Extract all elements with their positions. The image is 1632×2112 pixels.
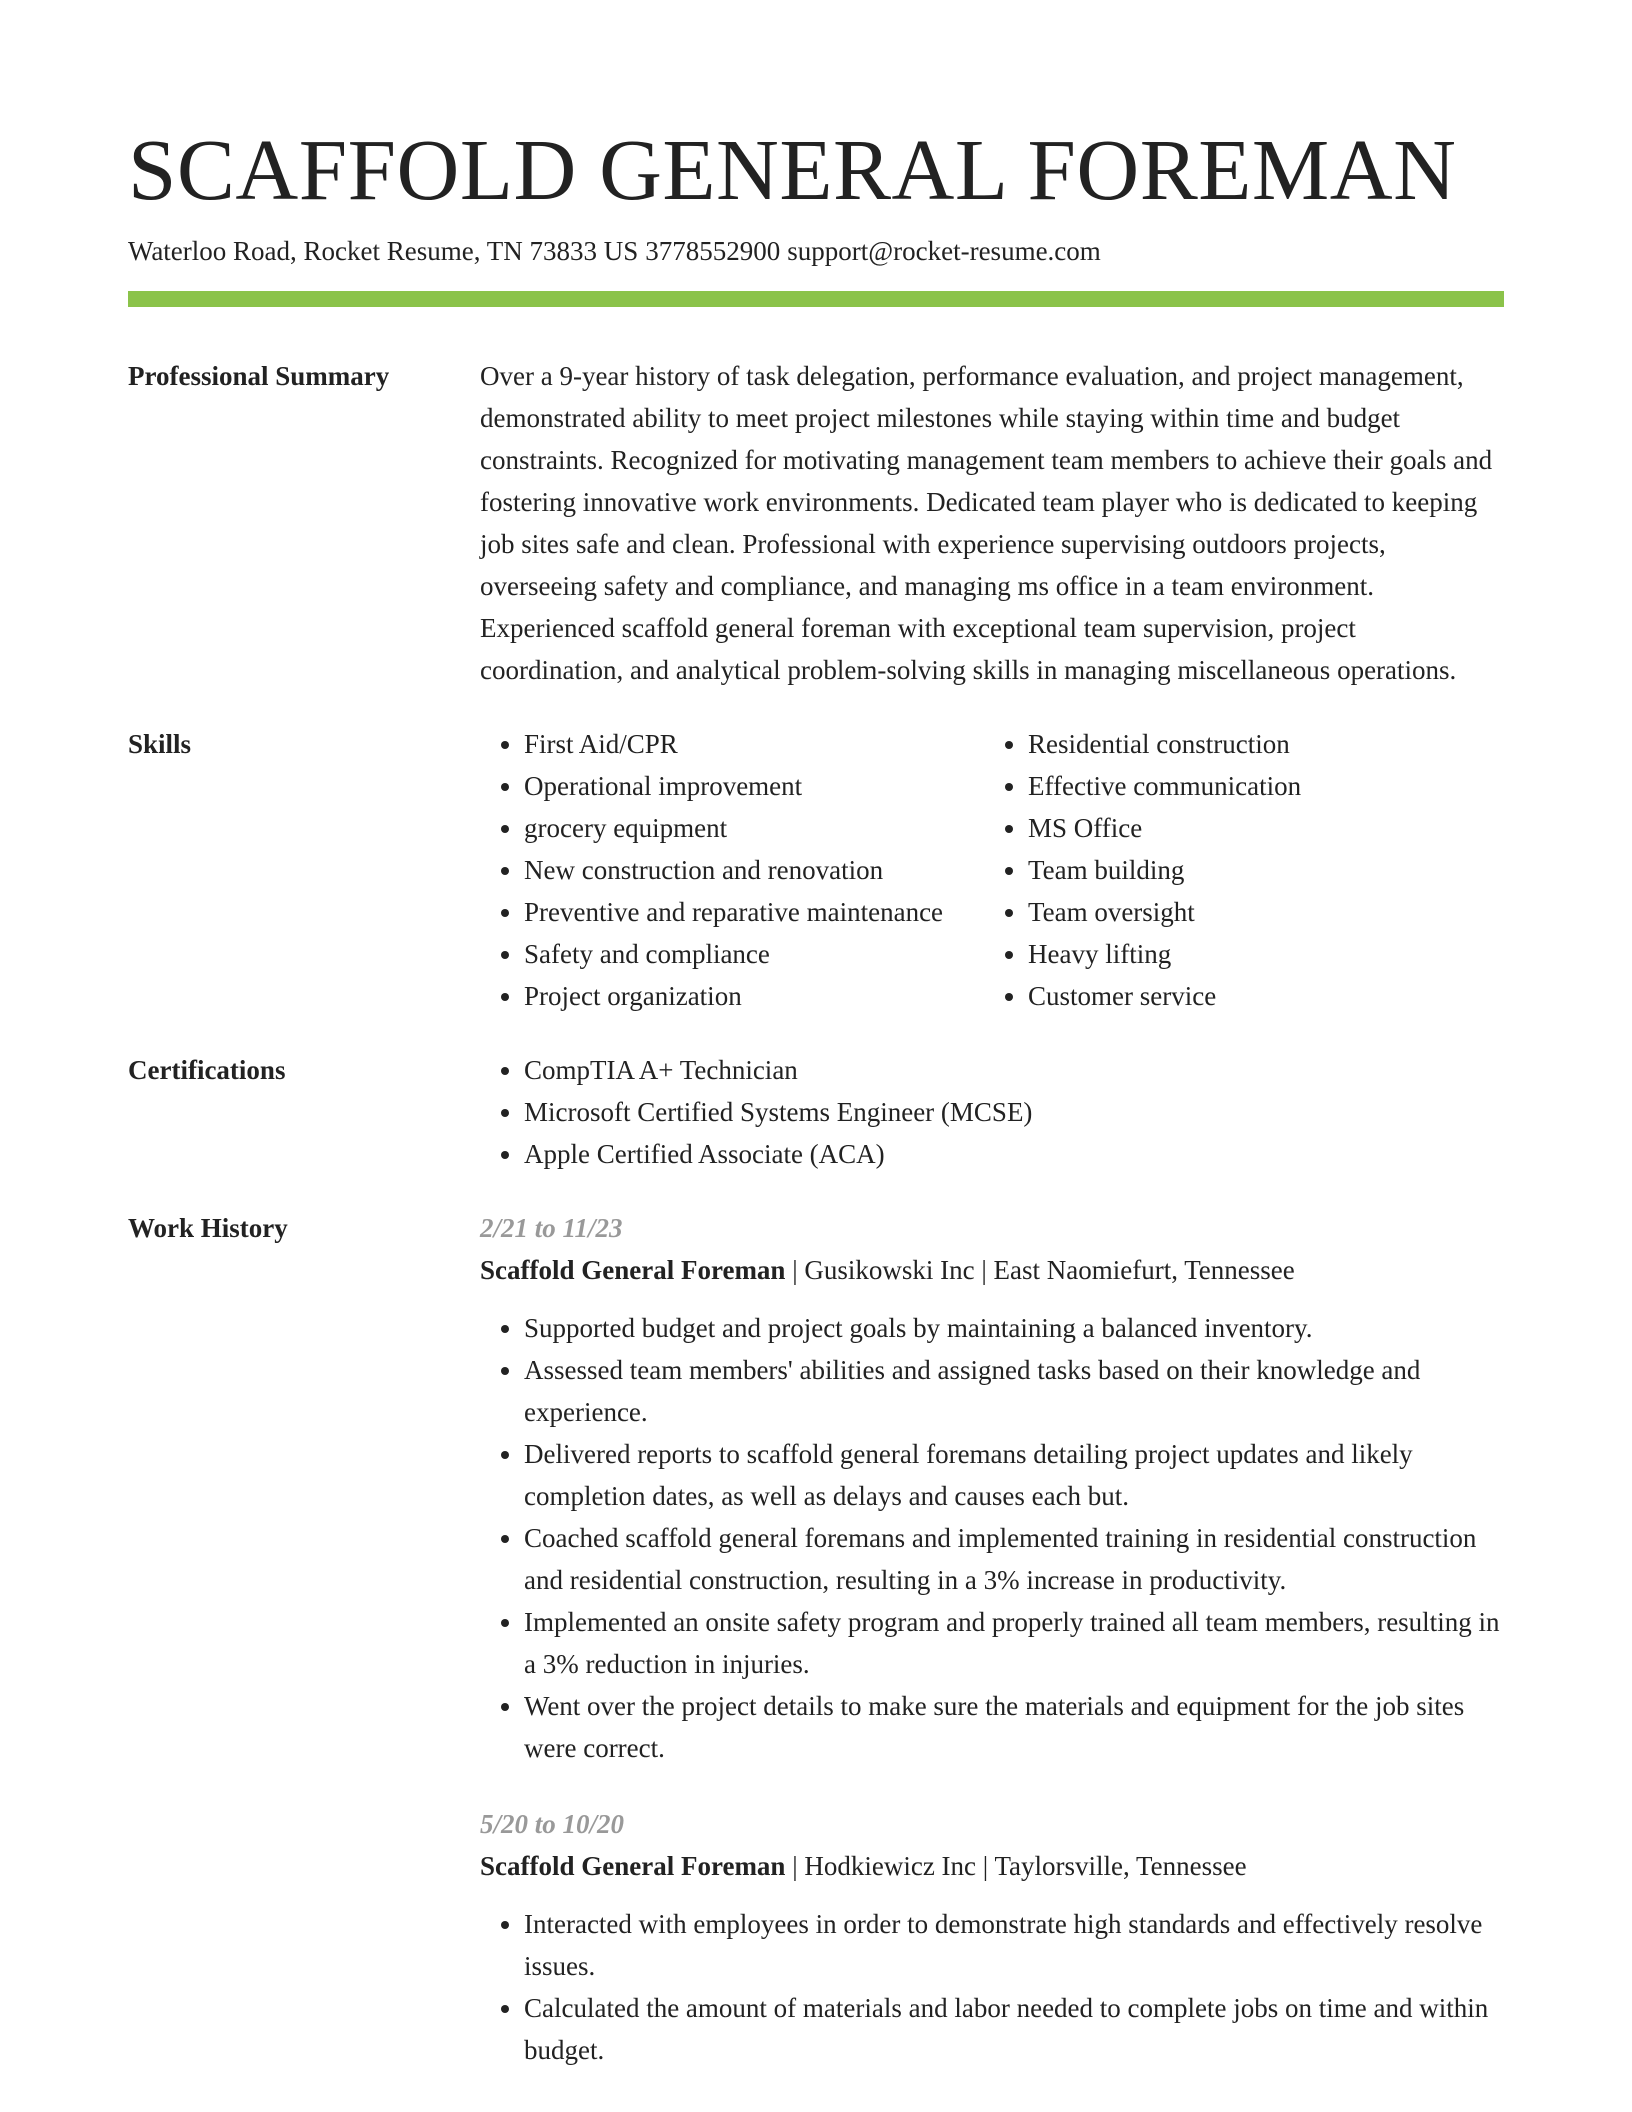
job-bullet: • Supported budget and project goals by maintaining a balanced inventory. <box>524 1307 1504 1349</box>
skills-section <box>128 723 1504 1017</box>
job-heading-line <box>480 1845 1504 1887</box>
skill-item: • Effective communication <box>1028 765 1301 807</box>
skills-heading: Skills <box>128 729 192 759</box>
summary-heading: Professional Summary <box>128 361 390 391</box>
resume-page <box>128 115 1504 2105</box>
job-bullets <box>480 1903 1504 2071</box>
summary-section <box>128 355 1504 691</box>
skill-item: • First Aid/CPR <box>524 723 984 765</box>
skill-item: • Customer service <box>1028 975 1301 1017</box>
skills-list-right <box>984 723 1301 1017</box>
job-title: Scaffold General Foreman <box>480 1851 786 1881</box>
skill-item: • Residential construction <box>1028 723 1301 765</box>
skill-item: • grocery equipment <box>524 807 984 849</box>
job-entry <box>480 1207 1504 1769</box>
job-bullet: • Interacted with employees in order to demonstrate high standards and effectively resolve issues. <box>524 1903 1504 1987</box>
contact-address: Waterloo Road, Rocket Resume, TN 73833 US <box>128 236 639 266</box>
contact-line <box>128 231 1504 271</box>
skill-item: • Operational improvement <box>524 765 984 807</box>
skill-item: • MS Office <box>1028 807 1301 849</box>
resume-name: SCAFFOLD GENERAL FOREMAN <box>128 121 1457 218</box>
job-dates: 2/21 to 11/23 <box>480 1213 623 1243</box>
job-heading-line <box>480 1249 1504 1291</box>
job-bullet: • Coached scaffold general foremans and implemented training in residential construction and residential construction, resulting in a 3% increase in productivity. <box>524 1517 1504 1601</box>
skill-item: • New construction and renovation <box>524 849 984 891</box>
skill-item: • Project organization <box>524 975 984 1017</box>
skills-list-left <box>480 723 984 1017</box>
job-dates: 5/20 to 10/20 <box>480 1809 625 1839</box>
skill-item: • Heavy lifting <box>1028 933 1301 975</box>
job-bullets <box>480 1307 1504 1769</box>
skill-item: • Team oversight <box>1028 891 1301 933</box>
job-bullet: • Implemented an onsite safety program and properly trained all team members, resulting in a 3% reduction in injuries. <box>524 1601 1504 1685</box>
job-bullet: • Calculated the amount of materials and labor needed to complete jobs on time and within budget. <box>524 1987 1504 2071</box>
skill-item: • Preventive and reparative maintenance <box>524 891 984 933</box>
job-title: Scaffold General Foreman <box>480 1255 786 1285</box>
work-history-section <box>128 1207 1504 2105</box>
job-bullet: • Went over the project details to make sure the materials and equipment for the job sites were correct. <box>524 1685 1504 1769</box>
job-employer-location: | Hodkiewicz Inc | Taylorsville, Tennessee <box>785 1851 1247 1881</box>
contact-phone: 3778552900 <box>645 236 781 266</box>
certification-item: • Apple Certified Associate (ACA) <box>524 1133 1504 1175</box>
job-employer-location: | Gusikowski Inc | East Naomiefurt, Tennessee <box>785 1255 1295 1285</box>
certifications-list <box>480 1049 1504 1175</box>
job-entry <box>480 1803 1504 2071</box>
certification-item: • CompTIA A+ Technician <box>524 1049 1504 1091</box>
skill-item: • Safety and compliance <box>524 933 984 975</box>
summary-text: Over a 9-year history of task delegation, performance evaluation, and project management, demonstrated ability to meet project milestones while staying within time and budget constraints. Recognized for motivating management team members to achieve their goals and fostering innovative work environments. Dedicated team player who is dedicated to keeping job sites safe and clean. Professional with experience supervising outdoors projects, overseeing safety and compliance, and managing ms office in a team environment. Experienced scaffold general foreman with exceptional team supervision, project coordination, and analytical problem-solving skills in managing miscellaneous operations. <box>480 361 1493 685</box>
header-divider <box>128 291 1504 307</box>
certifications-section <box>128 1049 1504 1175</box>
contact-email: support@rocket-resume.com <box>787 236 1101 266</box>
certification-item: • Microsoft Certified Systems Engineer (MCSE) <box>524 1091 1504 1133</box>
work-history-heading: Work History <box>128 1213 288 1243</box>
job-bullet: • Delivered reports to scaffold general foremans detailing project updates and likely completion dates, as well as delays and causes each but. <box>524 1433 1504 1517</box>
skill-item: • Team building <box>1028 849 1301 891</box>
certifications-heading: Certifications <box>128 1055 286 1085</box>
job-bullet: • Assessed team members' abilities and assigned tasks based on their knowledge and experience. <box>524 1349 1504 1433</box>
